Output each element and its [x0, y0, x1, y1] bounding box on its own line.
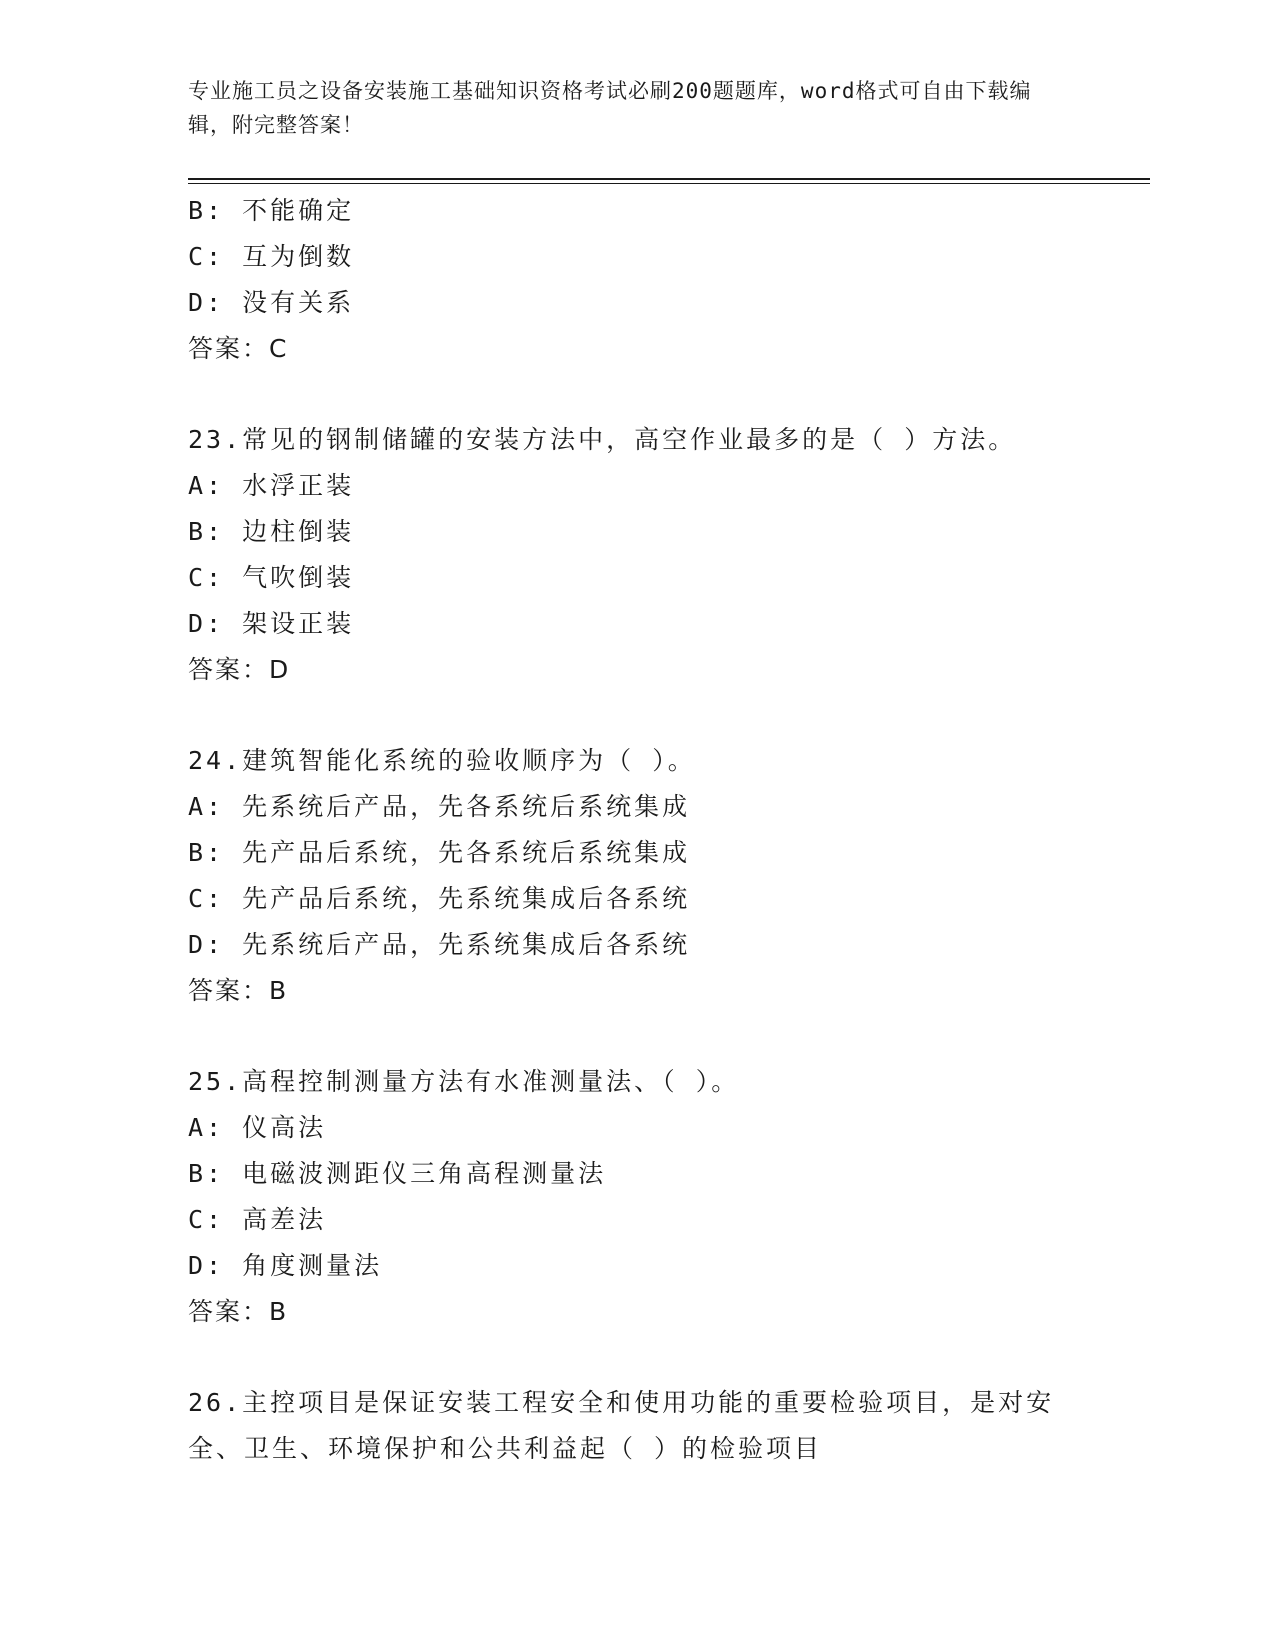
- answer: 答案：B: [188, 1297, 289, 1326]
- option-d: D: 先系统后产品，先系统集成后各系统: [188, 930, 691, 959]
- option-c: C: 气吹倒装: [188, 563, 355, 592]
- option-c: C: 互为倒数: [188, 242, 355, 271]
- spacer: [188, 1014, 1088, 1059]
- question-text: 25.高程控制测量方法有水准测量法、（ ）。: [188, 1067, 740, 1096]
- option-d: D: 没有关系: [188, 288, 355, 317]
- header-rule-thick: [188, 178, 1150, 180]
- question-23: [188, 417, 1088, 693]
- question-list: [188, 188, 1088, 1472]
- option-c: C: 高差法: [188, 1205, 327, 1234]
- spacer: [188, 693, 1088, 738]
- answer: 答案：D: [188, 655, 291, 684]
- question-text: 26.主控项目是保证安装工程安全和使用功能的重要检验项目，是对安全、卫生、环境保护和公共利益起（ ）的检验项目: [188, 1388, 1055, 1463]
- option-b: B: 电磁波测距仪三角高程测量法: [188, 1159, 607, 1188]
- option-d: D: 角度测量法: [188, 1251, 383, 1280]
- question-25: [188, 1059, 1088, 1335]
- header-rule-thin: [188, 183, 1150, 184]
- spacer: [188, 372, 1088, 417]
- question-22-tail: [188, 188, 1088, 372]
- option-b: B: 先产品后系统，先各系统后系统集成: [188, 838, 691, 867]
- option-b: B: 不能确定: [188, 196, 355, 225]
- option-d: D: 架设正装: [188, 609, 355, 638]
- question-text: 23.常见的钢制储罐的安装方法中，高空作业最多的是（ ）方法。: [188, 425, 1017, 454]
- question-text: 24.建筑智能化系统的验收顺序为（ ）。: [188, 746, 696, 775]
- option-b: B: 边柱倒装: [188, 517, 355, 546]
- question-26: [188, 1380, 1088, 1472]
- option-a: A: 仪高法: [188, 1113, 327, 1142]
- option-c: C: 先产品后系统，先系统集成后各系统: [188, 884, 691, 913]
- option-a: A: 先系统后产品，先各系统后系统集成: [188, 792, 691, 821]
- answer: 答案：C: [188, 334, 289, 363]
- answer: 答案：B: [188, 976, 289, 1005]
- question-24: [188, 738, 1088, 1014]
- document-header: 专业施工员之设备安装施工基础知识资格考试必刷200题题库，word格式可自由下载编辑，附完整答案！: [188, 79, 1032, 137]
- spacer: [188, 1335, 1088, 1380]
- option-a: A: 水浮正装: [188, 471, 355, 500]
